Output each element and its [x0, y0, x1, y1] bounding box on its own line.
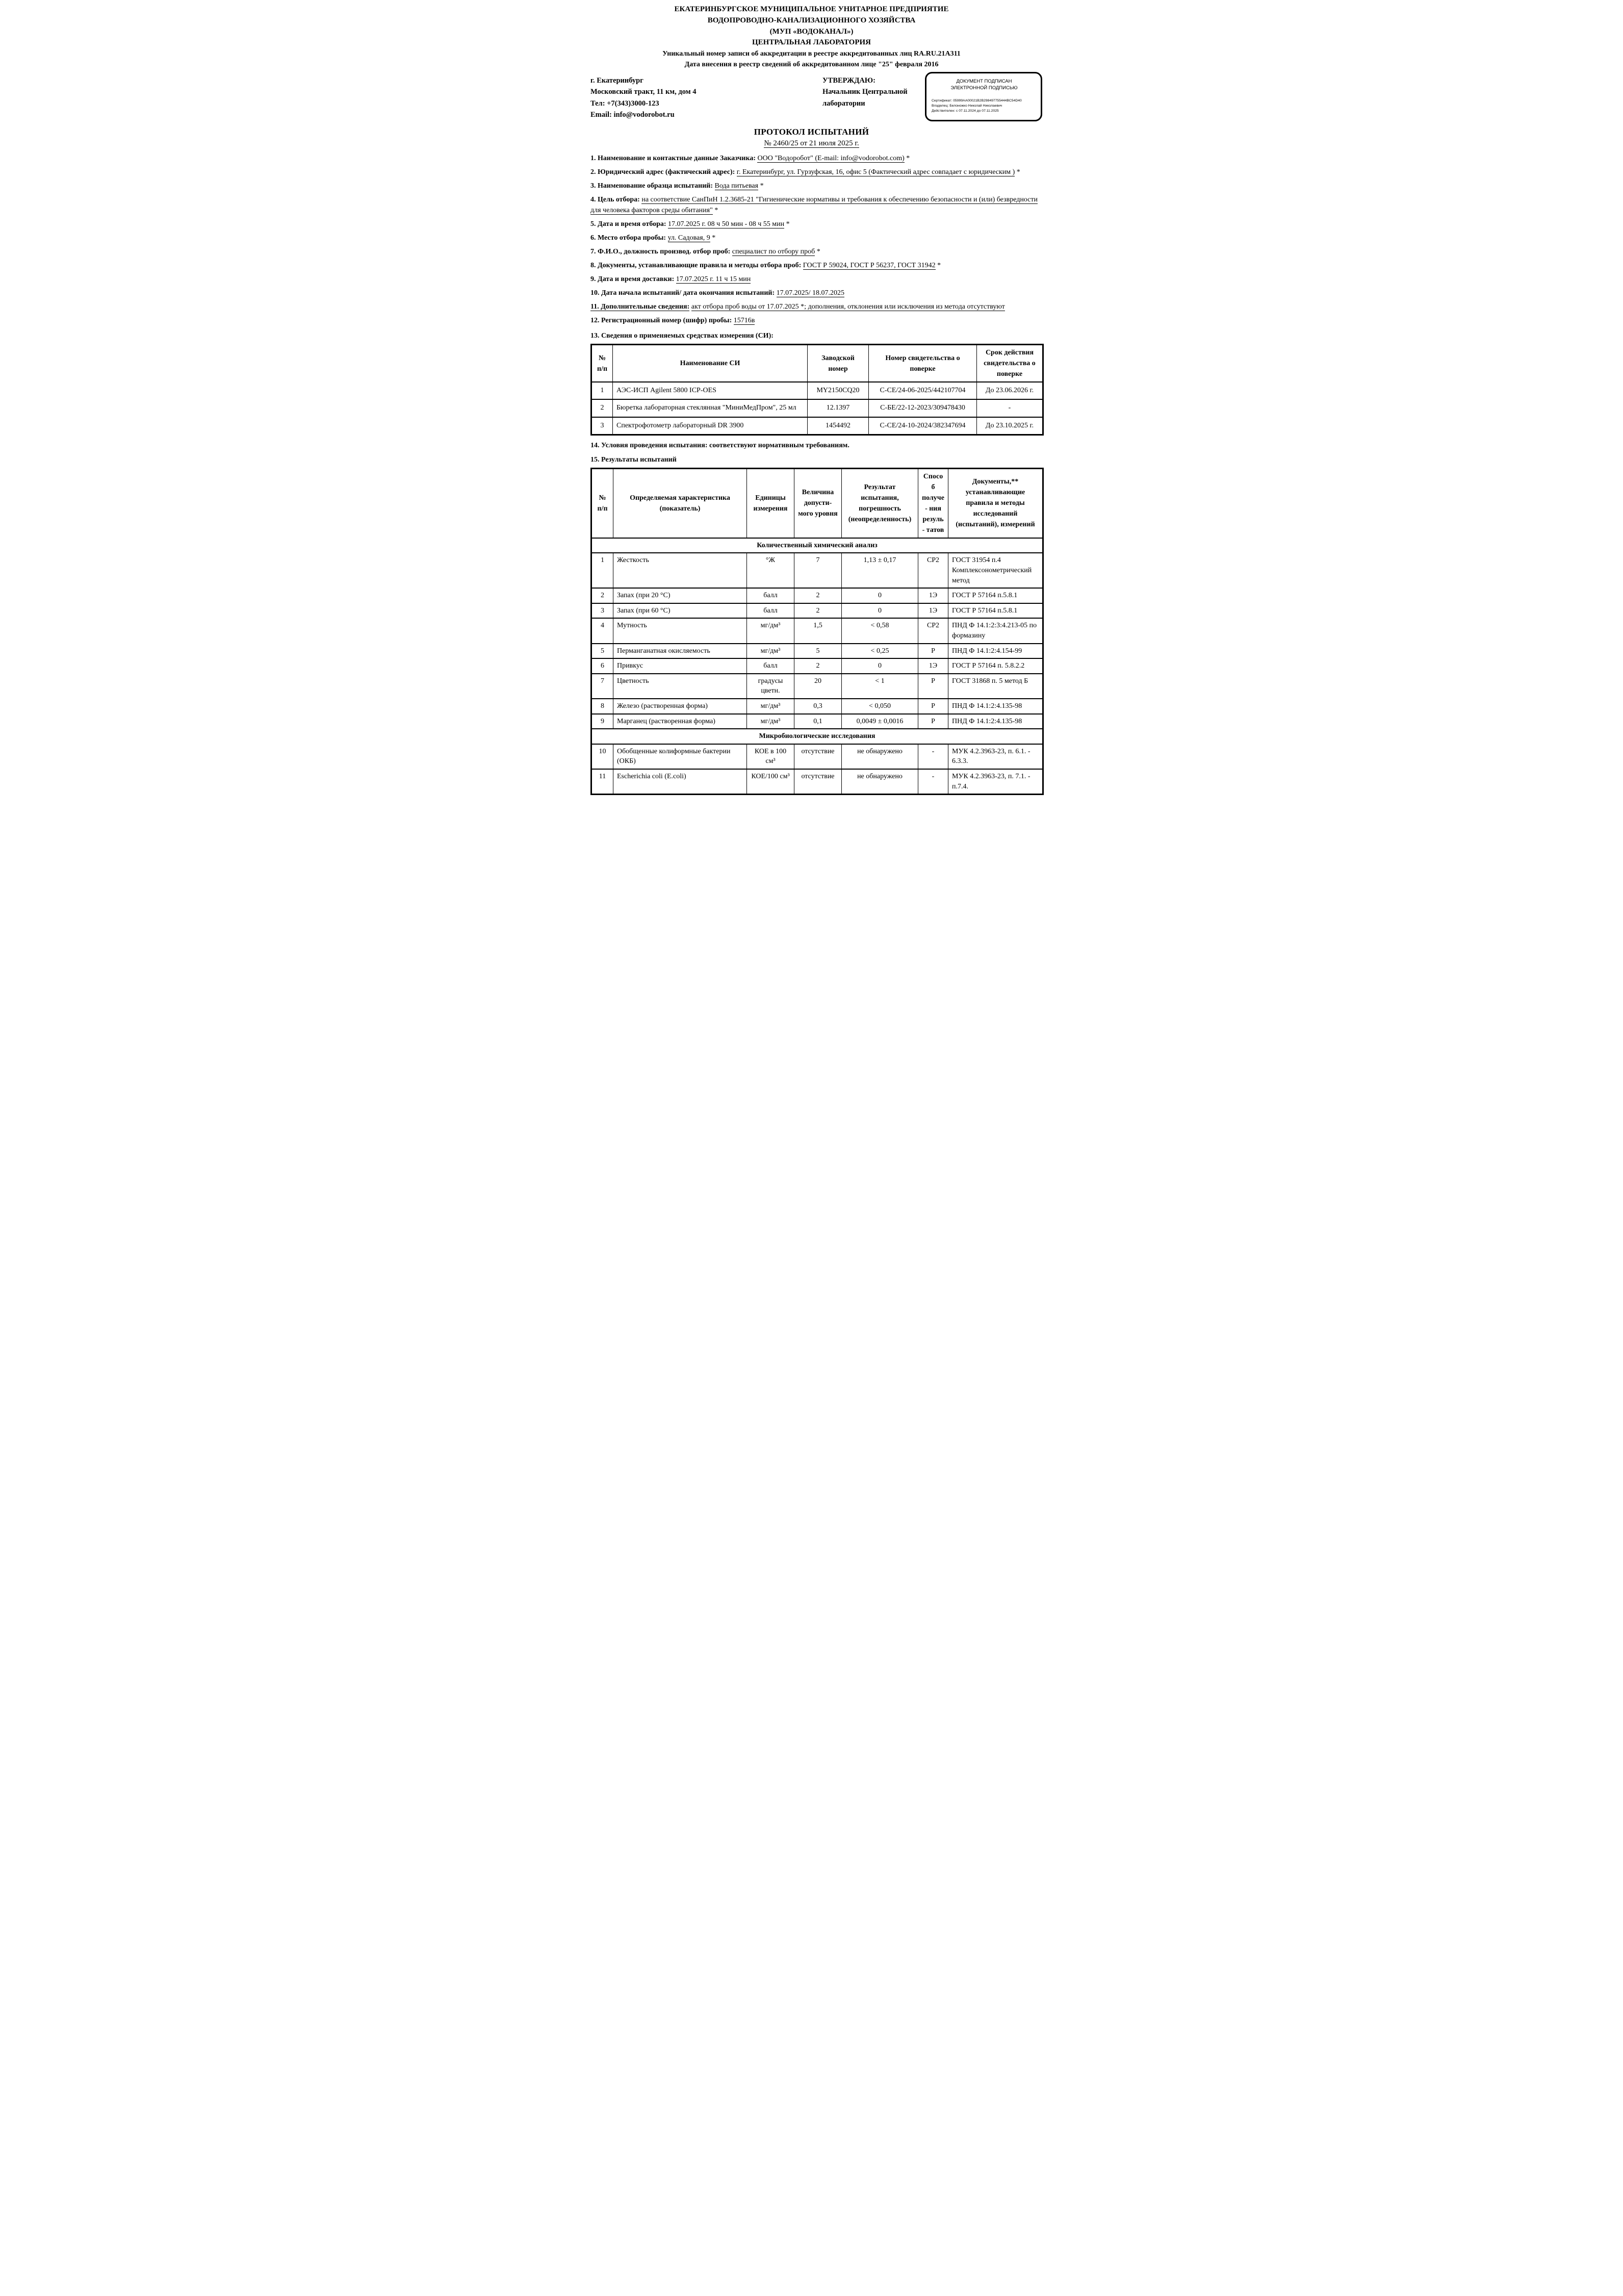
table-row: 1 Жесткость °Ж 7 1,13 ± 0,17 СР2 ГОСТ 31954 п.4 Комплексонометрический метод: [591, 553, 1043, 588]
lab-email: Email: info@vodorobot.ru: [590, 111, 675, 119]
protocol-document-page: [541, 0, 1082, 790]
item-1-customer: 1. Наименование и контактные данные Заказчика: ООО "Водоробот" (E-mail: info@vodorobot.com) *: [590, 155, 910, 162]
res-col-name: Определяемая характеристика (показатель): [613, 468, 747, 538]
table-row: 4 Мутность мг/дм³ 1,5 < 0,58 СР2 ПНД Ф 14.1:2:3:4.213-05 по формазину: [591, 618, 1043, 643]
table-row: 5 Перманганатная окисляемость мг/дм³ 5 < 0,25 Р ПНД Ф 14.1:2:4.154-99: [591, 644, 1043, 659]
contacts-approval-block: [590, 74, 1042, 125]
table-row: 9 Марганец (растворенная форма) мг/дм³ 0,1 0,0049 ± 0,0016 Р ПНД Ф 14.1:2:4.135-98: [591, 714, 1043, 729]
item-9-delivery-datetime: 9. Дата и время доставки: 17.07.2025 г. 11 ч 15 мин: [590, 275, 751, 283]
res-col-unit: Единицы измерения: [747, 468, 794, 538]
si-col-num: № п/п: [591, 345, 613, 382]
results-header-row: [591, 468, 1043, 538]
si-col-name: Наименование СИ: [613, 345, 808, 382]
approval-title: УТВЕРЖДАЮ:: [822, 76, 875, 85]
si-col-cert: Номер свидетельства о поверке: [869, 345, 977, 382]
si-col-serial: Заводской номер: [808, 345, 869, 382]
lab-contacts: [590, 75, 696, 121]
approval-block: [822, 75, 908, 109]
res-col-num: № п/п: [591, 468, 613, 538]
section-microbiology: Микробиологические исследования: [591, 729, 1043, 744]
stamp-details: [932, 98, 1037, 114]
table-row: 11 Escherichia coli (E.coli) КОЕ/100 см³ отсутствие не обнаружено - МУК 4.2.3963-23, п. 7.1. - п.7.4.: [591, 769, 1043, 795]
stamp-certificate: Сертификат: 05999AA00021B2B298497755444BC54D40: [932, 98, 1022, 103]
approval-position-line-2: лаборатории: [822, 99, 865, 108]
item-14-test-conditions: 14. Условия проведения испытания: соответствуют нормативным требованиям.: [590, 441, 849, 449]
item-5-sampling-datetime: 5. Дата и время отбора: 17.07.2025 г. 08 ч 50 мин - 08 ч 55 мин *: [590, 220, 790, 228]
table-row: 10 Обобщенные колиформные бактерии (ОКБ) КОЕ в 100 см³ отсутствие не обнаружено - МУК 4.2.3963-23, п. 6.1. - 6.3.3.: [591, 744, 1043, 769]
lab-city: г. Екатеринбург: [590, 76, 643, 85]
item-11-additional-info: 11. Дополнительные сведения: акт отбора проб воды от 17.07.2025 *; дополнения, отклонения или исключения из метода отсутствуют: [590, 303, 1005, 311]
org-name-line-2: ВОДОПРОВОДНО-КАНАЛИЗАЦИОННОГО ХОЗЯЙСТВА: [707, 16, 916, 24]
org-name-line-1: ЕКАТЕРИНБУРГСКОЕ МУНИЦИПАЛЬНОЕ УНИТАРНОЕ ПРЕДПРИЯТИЕ: [674, 5, 949, 13]
table-row: 2 Бюретка лабораторная стеклянная "МиниМедПром", 25 мл 12.1397 С-БЕ/22-12-2023/309478430 -: [591, 399, 1043, 417]
accreditation-number-line: Уникальный номер записи об аккредитации в реестре аккредитованных лиц RA.RU.21А311: [662, 50, 961, 58]
protocol-title: ПРОТОКОЛ ИСПЫТАНИЙ: [754, 127, 869, 137]
stamp-validity: Действителен: с 07.11.2024 до 07.11.2025: [932, 109, 999, 113]
section-chemical-analysis: Количественный химический анализ: [591, 538, 1043, 553]
res-col-docs: Документы,** устанавливающие правила и методы исследований (испытаний), измерений: [948, 468, 1043, 538]
res-col-limit: Величина допусти- мого уровня: [794, 468, 842, 538]
org-lab-line: ЦЕНТРАЛЬНАЯ ЛАБОРАТОРИЯ: [752, 38, 871, 47]
lab-street: Московский тракт, 11 км, дом 4: [590, 88, 697, 96]
si-table-header-row: [591, 345, 1043, 382]
item-4-sampling-purpose: 4. Цель отбора: на соответствие СанПиН 1.2.3685-21 "Гигиенические нормативы и требования к обеспечению безопасности и (или) безвредности для человека факторов среды обитания" *: [590, 196, 1038, 214]
item-2-legal-address: 2. Юридический адрес (фактический адрес): г. Екатеринбург, ул. Гурзуфская, 16, офис 5 (Фактический адрес совпадает с юридическим ) *: [590, 168, 1020, 176]
table-row: 7 Цветность градусы цветн. 20 < 1 Р ГОСТ 31868 п. 5 метод Б: [591, 674, 1043, 699]
si-table-heading: 13. Сведения о применяемых средствах измерения (СИ):: [590, 332, 774, 340]
item-10-test-dates: 10. Дата начала испытаний/ дата окончания испытаний: 17.07.2025/ 18.07.2025: [590, 289, 845, 297]
table-row: 3 Спектрофотометр лабораторный DR 3900 1454492 С-СЕ/24-10-2024/382347694 До 23.10.2025 г.: [591, 417, 1043, 435]
table-row: 1 АЭС-ИСП Agilent 5800 ICP-OES MY2150CQ20 С-СЕ/24-06-2025/442107704 До 23.06.2026 г.: [591, 382, 1043, 399]
approval-position-line-1: Начальник Центральной: [822, 88, 908, 96]
measuring-instruments-table: [590, 344, 1044, 436]
table-row: 2 Запах (при 20 °С) балл 2 0 1Э ГОСТ Р 57164 п.5.8.1: [591, 588, 1043, 603]
results-table: [590, 468, 1044, 795]
document-header: [541, 0, 1082, 70]
res-col-method: Способ получе- ния резуль- татов: [918, 468, 948, 538]
accreditation-date-line: Дата внесения в реестр сведений об аккредитованном лице "25" февраля 2016: [684, 61, 939, 68]
item-3-sample-name: 3. Наименование образца испытаний: Вода питьевая *: [590, 182, 764, 190]
lab-phone: Тел: +7(343)3000-123: [590, 99, 659, 108]
si-col-valid: Срок действия свидетельства о поверке: [977, 345, 1043, 382]
document-body: [590, 153, 1042, 795]
table-row: 6 Привкус балл 2 0 1Э ГОСТ Р 57164 п. 5.8.2.2: [591, 658, 1043, 674]
table-row: 3 Запах (при 60 °С) балл 2 0 1Э ГОСТ Р 57164 п.5.8.1: [591, 603, 1043, 619]
item-7-sampler: 7. Ф.И.О., должность производ. отбор проб: специалист по отбору проб *: [590, 248, 820, 256]
table-row: 8 Железо (растворенная форма) мг/дм³ 0,3 < 0,050 Р ПНД Ф 14.1:2:4.135-98: [591, 699, 1043, 714]
stamp-owner: Владелец: Белоножко Николай Николаевич: [932, 104, 1002, 108]
item-6-sampling-place: 6. Место отбора пробы: ул. Садовая, 9 *: [590, 234, 716, 242]
electronic-signature-stamp: [925, 72, 1042, 121]
results-heading: 15. Результаты испытаний: [590, 455, 677, 464]
stamp-title: ДОКУМЕНТ ПОДПИСАН ЭЛЕКТРОННОЙ ПОДПИСЬЮ: [950, 79, 1018, 91]
res-col-result: Результат испытания, погрешность (неопределенность): [842, 468, 918, 538]
item-8-sampling-docs: 8. Документы, устанавливающие правила и методы отбора проб: ГОСТ Р 59024, ГОСТ Р 56237, ГОСТ 31942 *: [590, 262, 941, 269]
protocol-number: № 2460/25 от 21 июля 2025 г.: [764, 139, 859, 147]
org-name-line-3: (МУП «ВОДОКАНАЛ»): [769, 27, 854, 36]
item-12-registration-number: 12. Регистрационный номер (шифр) пробы: 15716в: [590, 317, 755, 324]
